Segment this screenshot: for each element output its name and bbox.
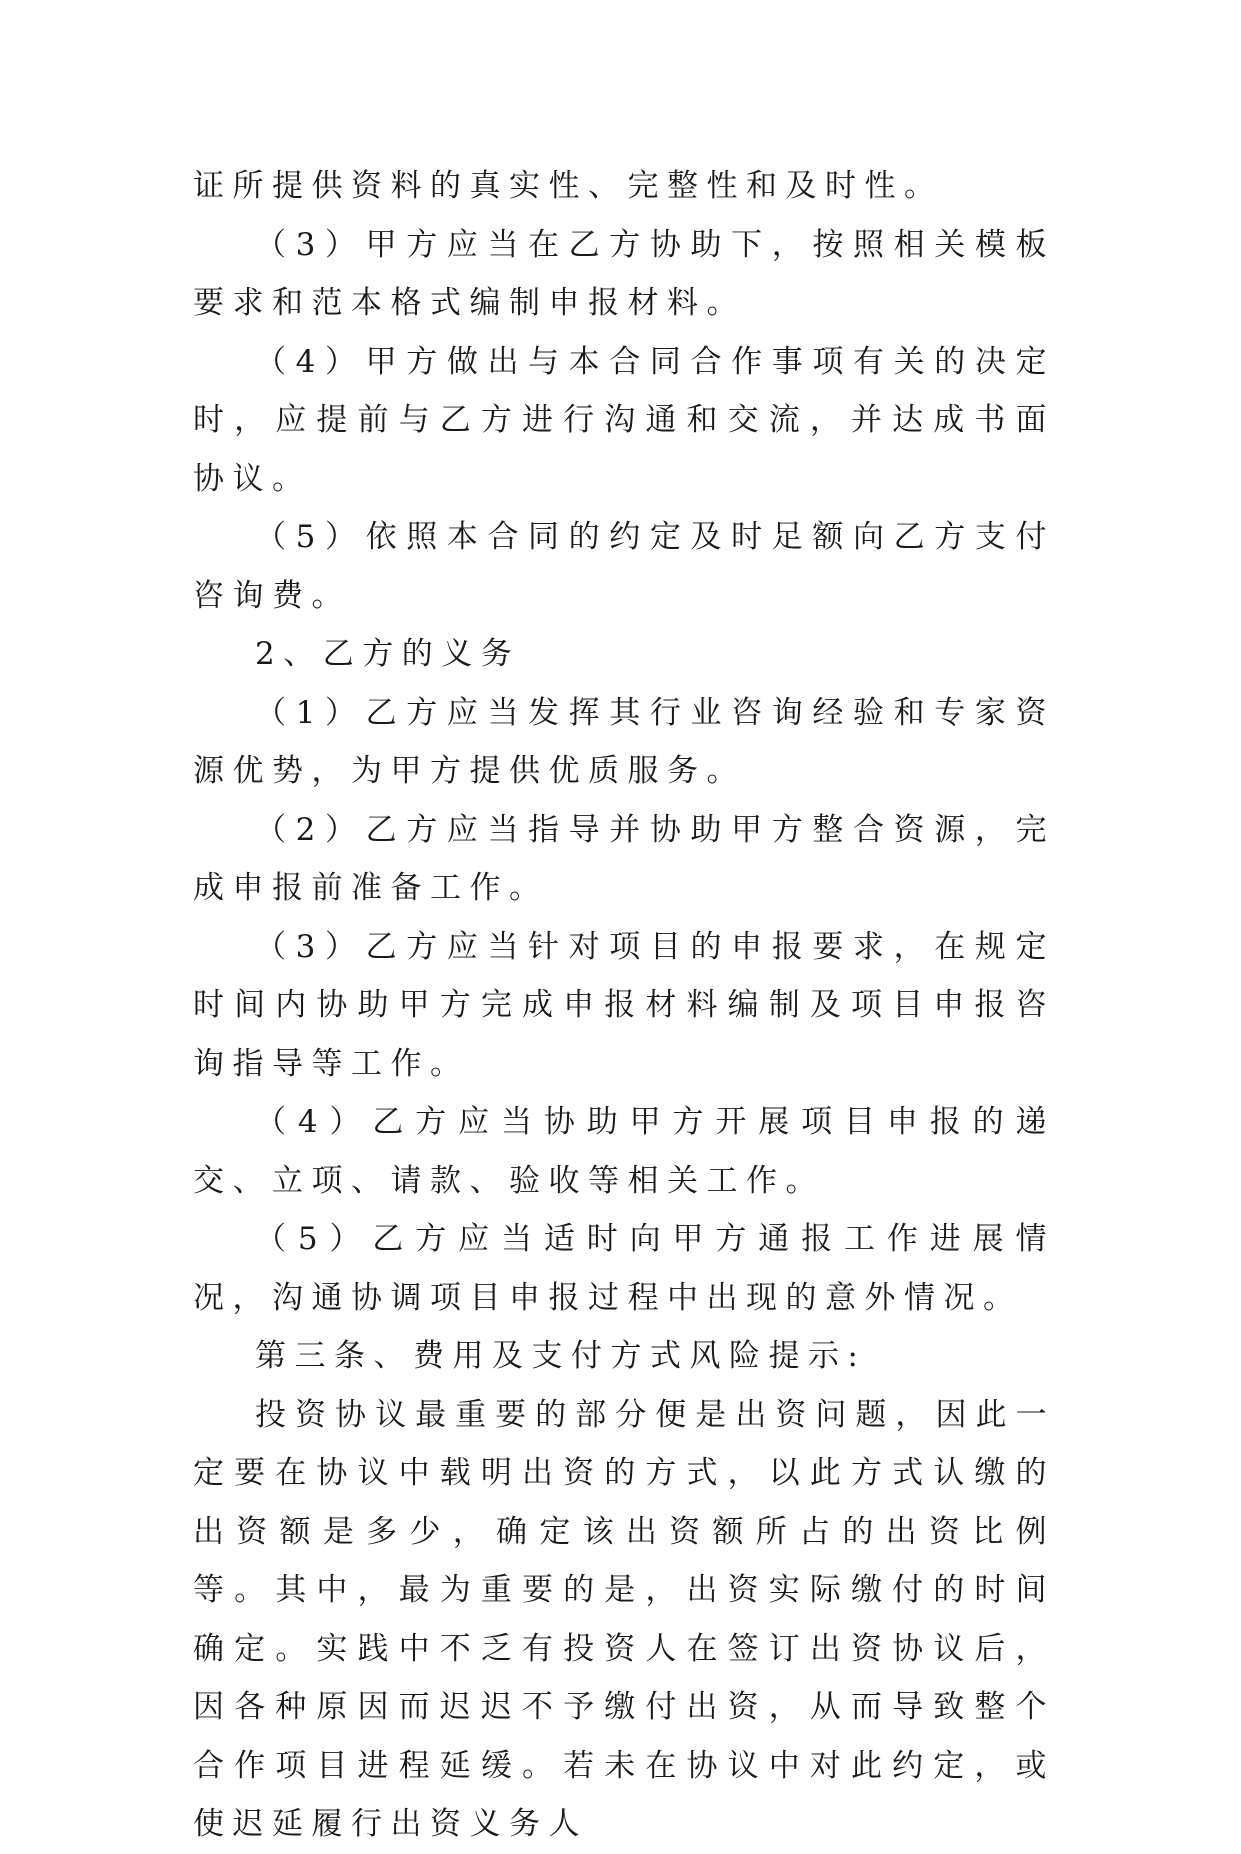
paragraph-party-b-item-3: （3）乙方应当针对项目的申报要求，在规定时间内协助甲方完成申报材料编制及项目申报咨询指导等工作。 — [193, 928, 1055, 1082]
paragraph-party-b-item-5: （5）乙方应当适时向甲方通报工作进展情况，沟通协调项目申报过程中出现的意外情况。 — [193, 1221, 1055, 1316]
section-heading-article-3: 第三条、费用及支付方式风险提示: — [255, 1338, 867, 1374]
document-body — [193, 157, 1055, 1854]
paragraph-party-a-item-5: （5）依照本合同的约定及时足额向乙方支付咨询费。 — [193, 519, 1055, 614]
paragraph-party-a-item-4: （4）甲方做出与本合同合作事项有关的决定时，应提前与乙方进行沟通和交流，并达成书面协议。 — [193, 343, 1055, 497]
paragraph-continuation: 证所提供资料的真实性、完整性和及时性。 — [193, 168, 944, 204]
paragraph-party-a-item-3: （3）甲方应当在乙方协助下，按照相关模板要求和范本格式编制申报材料。 — [193, 226, 1055, 321]
section-heading-party-b-obligations: 2、乙方的义务 — [255, 636, 521, 672]
paragraph-risk-notice: 投资协议最重要的部分便是出资问题，因此一定要在协议中载明出资的方式，以此方式认缴的出资额是多少，确定该出资额所占的出资比例等。其中，最为重要的是，出资实际缴付的时间确定。实践中不乏有投资人在签订出资协议后，因各种原因而迟迟不予缴付出资，从而导致整个合作项目进程延缓。若未在协议中对此约定，或使迟延履行出资义务人 — [193, 1396, 1055, 1842]
paragraph-party-b-item-2: （2）乙方应当指导并协助甲方整合资源，完成申报前准备工作。 — [193, 811, 1055, 906]
paragraph-party-b-item-4: （4）乙方应当协助甲方开展项目申报的递交、立项、请款、验收等相关工作。 — [193, 1104, 1055, 1199]
paragraph-party-b-item-1: （1）乙方应当发挥其行业咨询经验和专家资源优势，为甲方提供优质服务。 — [193, 694, 1055, 789]
